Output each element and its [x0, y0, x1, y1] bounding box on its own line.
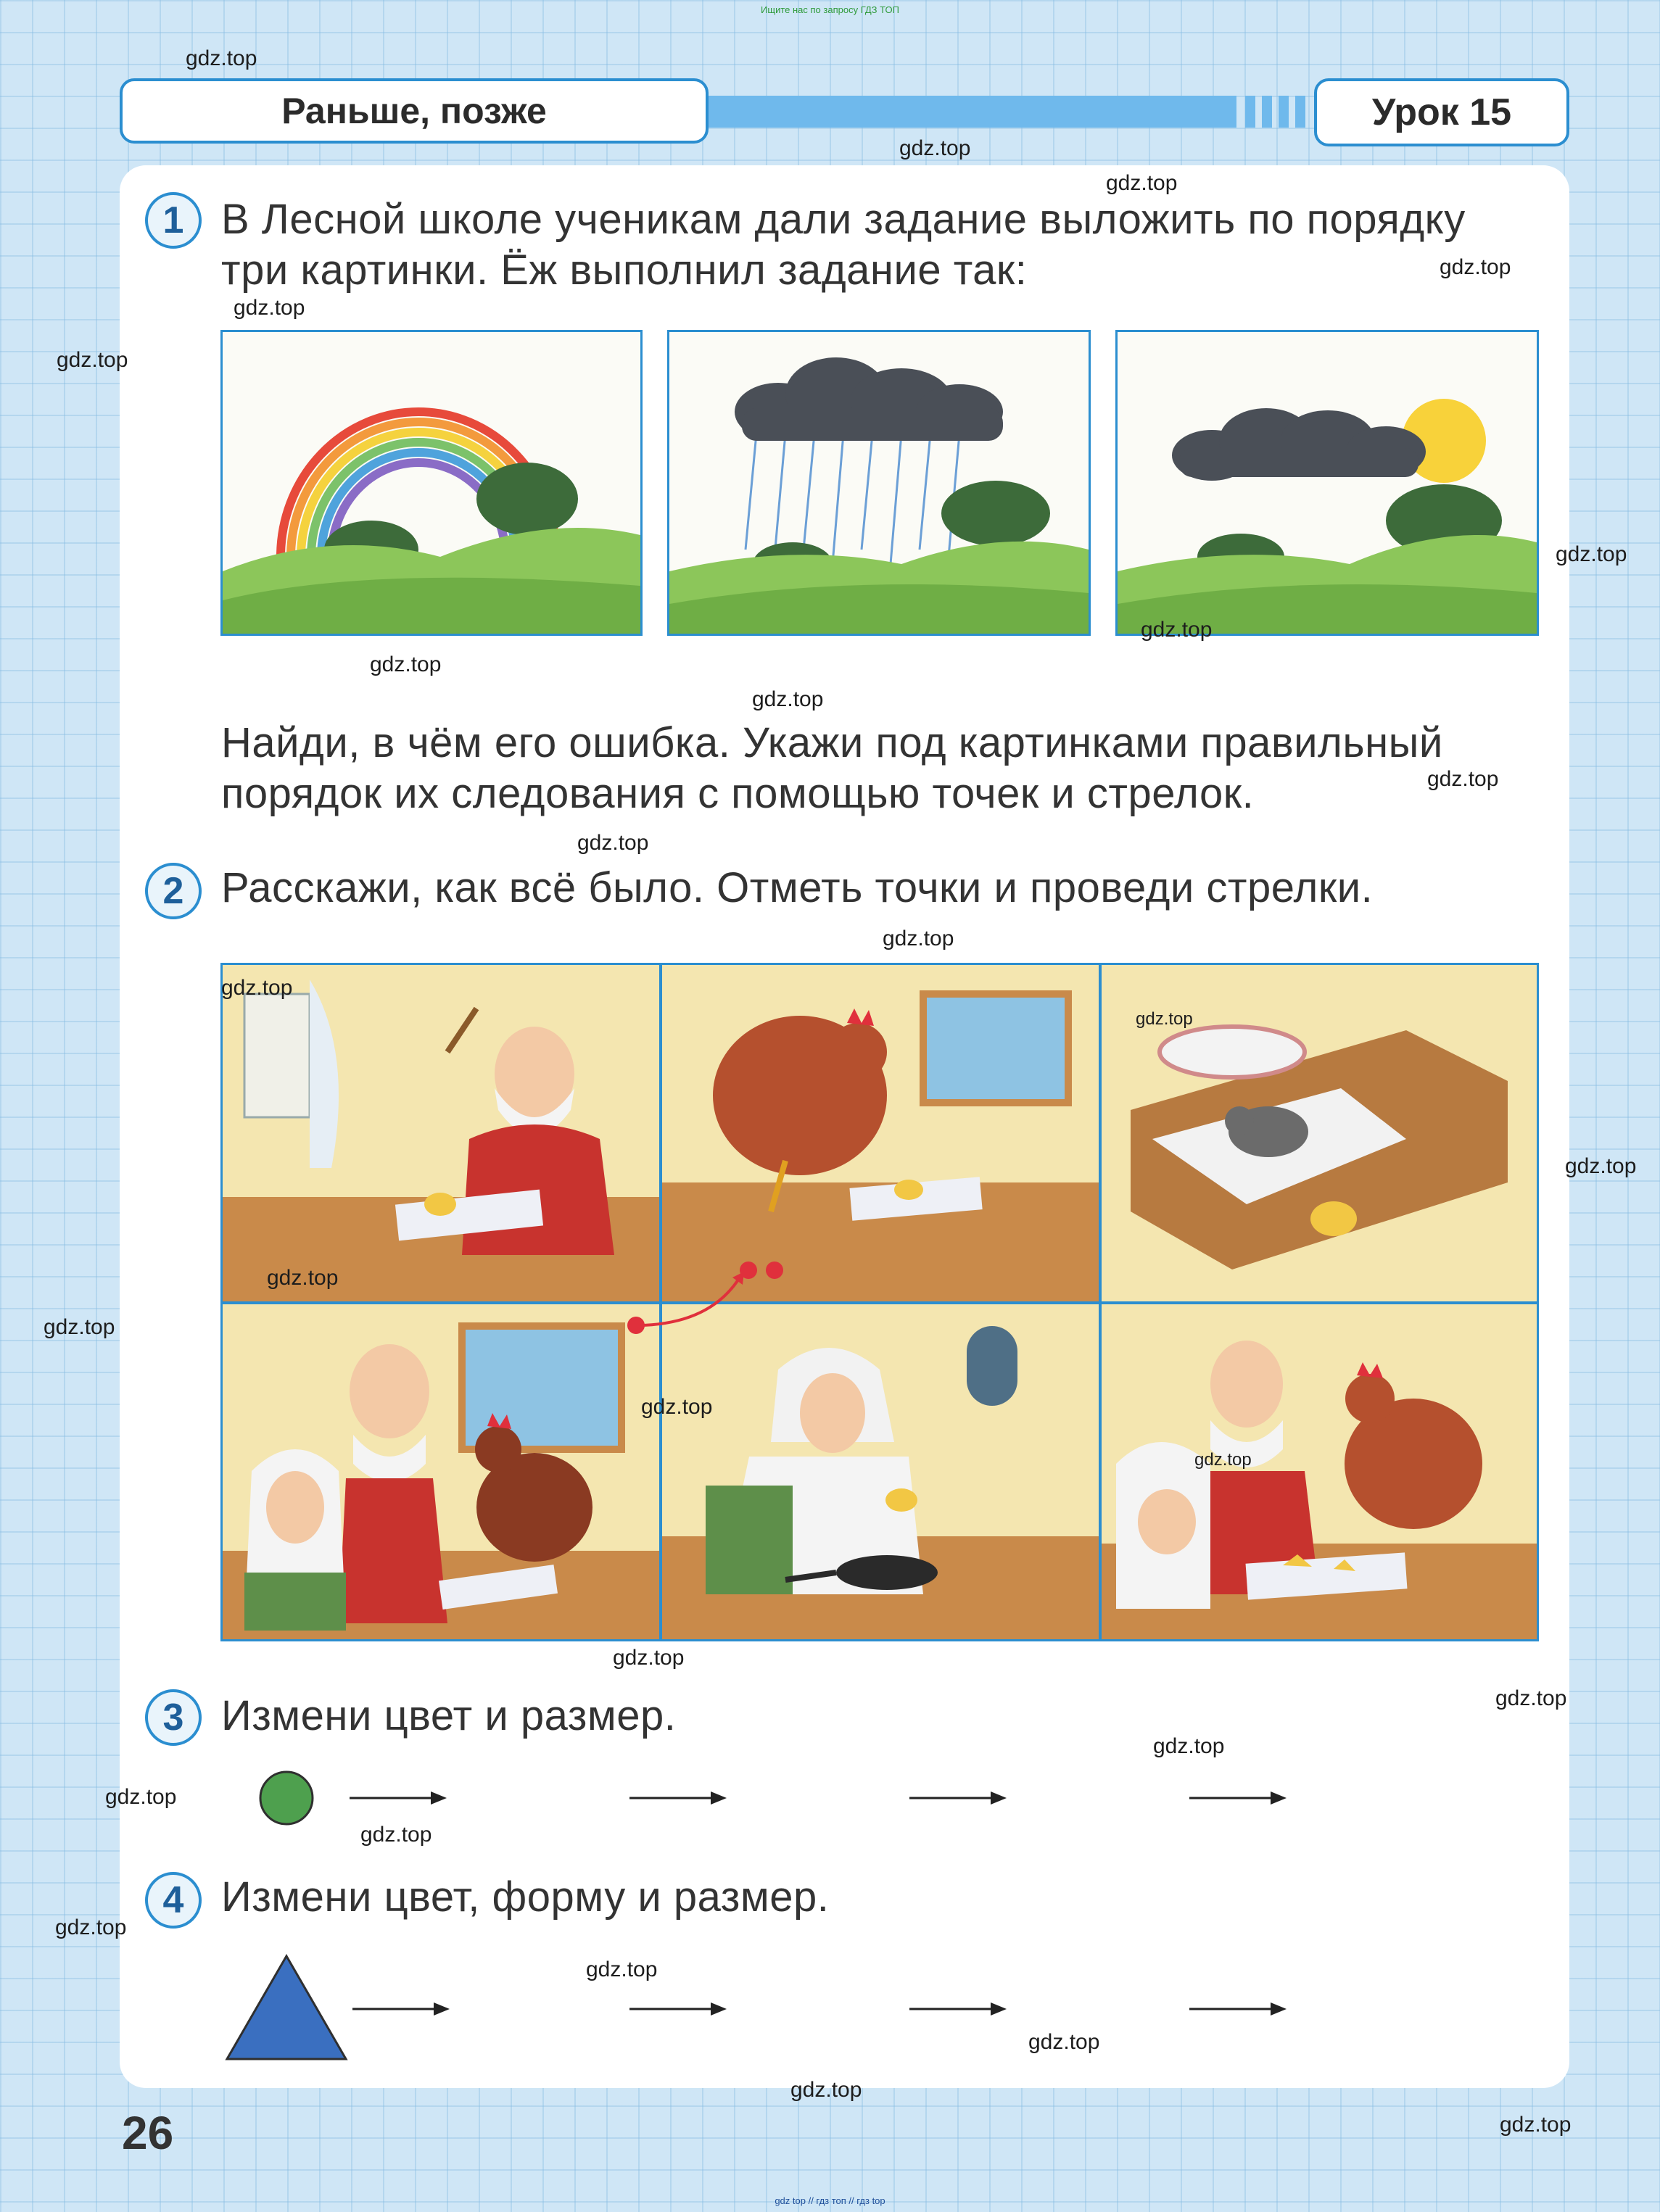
- watermark: gdz.top: [55, 1915, 127, 1939]
- watermark: gdz.top: [1440, 255, 1511, 279]
- stripe-decoration: [1245, 96, 1255, 128]
- watermark: gdz.top: [221, 976, 293, 1000]
- crying-grandparents-illustration: [1102, 1304, 1537, 1639]
- task-number-2: 2: [145, 863, 202, 919]
- arrow-icon: [348, 1789, 450, 1807]
- arrow-icon: [628, 2000, 730, 2018]
- green-circle-shape: [257, 1769, 315, 1827]
- picture-sun-cloud[interactable]: [1115, 330, 1539, 636]
- watermark: gdz.top: [105, 1785, 177, 1809]
- sun-cloud-illustration: [1118, 332, 1537, 634]
- arrow-icon: [1188, 2000, 1289, 2018]
- watermark: gdz.top: [1028, 2030, 1100, 2054]
- rain-cloud-illustration: [669, 332, 1089, 634]
- story-picture-hen-egg[interactable]: [660, 963, 1101, 1304]
- stripe-decoration: [1262, 96, 1272, 128]
- task-1-text-line2: три картинки. Ёж выполнил задание так:: [221, 247, 1028, 294]
- watermark: gdz.top: [577, 831, 649, 855]
- page-number: 26: [122, 2107, 174, 2159]
- blue-triangle-shape: [221, 1950, 352, 2066]
- grandma-pan-illustration: [662, 1304, 1099, 1639]
- watermark: gdz.top: [1556, 542, 1627, 566]
- picture-rain-cloud[interactable]: [667, 330, 1091, 636]
- page-title: Раньше, позже: [120, 78, 709, 144]
- watermark: gdz.top: [1106, 171, 1178, 195]
- task-1-follow-line1: Найди, в чём его ошибка. Укажи под картинками правильный: [221, 719, 1443, 766]
- grandpa-egg-illustration: [223, 965, 659, 1301]
- task-1-text-line1: В Лесной школе ученикам дали задание выложить по порядку: [221, 196, 1466, 243]
- task-2-text: Расскажи, как всё было. Отметь точки и проведи стрелки.: [221, 864, 1374, 911]
- watermark: gdz.top: [234, 296, 305, 320]
- arrow-icon: [1188, 1789, 1289, 1807]
- task-number-3: 3: [145, 1689, 202, 1746]
- rainbow-illustration: [223, 332, 640, 634]
- watermark: gdz.top: [752, 687, 824, 711]
- task-number-1: 1: [145, 192, 202, 249]
- arrow-icon: [351, 2000, 453, 2018]
- watermark: gdz.top: [370, 653, 442, 676]
- watermark: gdz.top: [57, 348, 128, 372]
- watermark: gdz.top: [1141, 618, 1213, 642]
- watermark: gdz.top: [1153, 1734, 1225, 1758]
- task-3-text: Измени цвет и размер.: [221, 1692, 677, 1739]
- task-1-follow-line2: порядок их следования с помощью точек и стрелок.: [221, 770, 1255, 817]
- watermark: gdz.top: [883, 927, 954, 950]
- watermark: gdz.top: [1427, 767, 1499, 791]
- title-bar-decoration: [707, 96, 1236, 128]
- watermark: gdz.top: [790, 2078, 862, 2102]
- watermark: gdz.top: [1194, 1450, 1252, 1470]
- grandparents-hen-illustration: [223, 1304, 659, 1639]
- hen-egg-illustration: [662, 965, 1099, 1301]
- sample-dot: [766, 1262, 783, 1279]
- watermark: gdz.top: [267, 1266, 339, 1290]
- arrow-icon: [628, 1789, 730, 1807]
- picture-rainbow[interactable]: [220, 330, 643, 636]
- watermark: gdz.top: [613, 1646, 685, 1670]
- story-picture-grandpa-egg[interactable]: [220, 963, 661, 1304]
- watermark: gdz.top: [186, 46, 257, 70]
- watermark: gdz.top: [360, 1823, 432, 1847]
- arrow-icon: [908, 2000, 1009, 2018]
- watermark: gdz.top: [899, 136, 971, 160]
- bottom-note: gdz top // гдз топ // гдз top: [775, 2195, 885, 2206]
- watermark: gdz.top: [1136, 1009, 1193, 1029]
- top-note: Ищите нас по запросу ГДЗ ТОП: [761, 4, 899, 15]
- stripe-decoration: [1279, 96, 1289, 128]
- task-4-text: Измени цвет, форму и размер.: [221, 1873, 830, 1921]
- lesson-label: Урок 15: [1314, 78, 1569, 146]
- watermark: gdz.top: [44, 1315, 115, 1339]
- watermark: gdz.top: [1500, 2113, 1572, 2137]
- sample-arrow: [638, 1269, 754, 1334]
- watermark: gdz.top: [1565, 1154, 1637, 1178]
- story-picture-grandparents-hen[interactable]: [220, 1302, 661, 1641]
- task-number-4: 4: [145, 1872, 202, 1929]
- watermark: gdz.top: [586, 1958, 658, 1981]
- arrow-icon: [908, 1789, 1009, 1807]
- story-picture-grandma-pan[interactable]: [660, 1302, 1101, 1641]
- watermark: gdz.top: [641, 1395, 713, 1419]
- story-picture-crying-grandparents[interactable]: [1099, 1302, 1539, 1641]
- watermark: gdz.top: [1495, 1686, 1567, 1710]
- stripe-decoration: [1295, 96, 1305, 128]
